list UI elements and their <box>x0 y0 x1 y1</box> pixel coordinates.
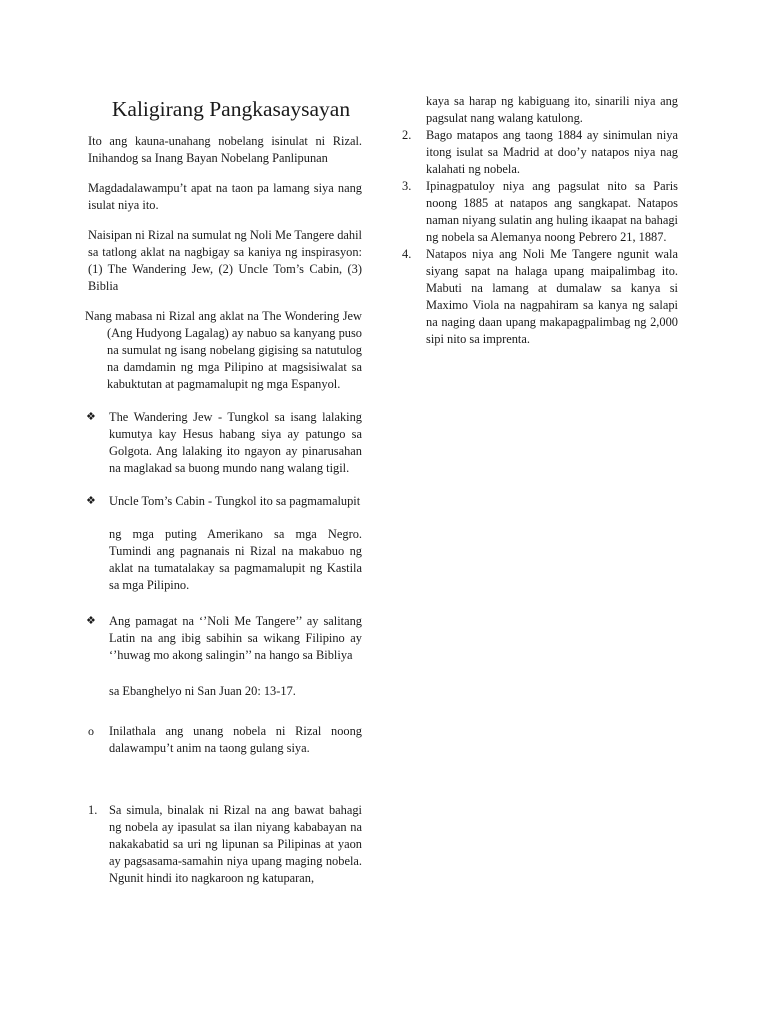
bullet-wandering-jew <box>88 409 362 477</box>
numbered-item-4 <box>400 246 678 348</box>
bullet-continuation: Tumindi ang pagnanais ni Rizal na makabuo ng aklat na tumatalakay sa pagmamalupit ng Kastila sa mga Pilipino. <box>109 544 362 592</box>
age-paragraph: Magdadalawampu’t apat na taon pa lamang siya nang isulat niya ito. <box>88 181 362 212</box>
right-column <box>402 93 678 348</box>
item-number: 3. <box>402 179 412 193</box>
item-text: Ipinagpatuloy niya ang pagsulat nito sa Paris noong 1885 at natapos ang sangkapat. Natapos naman niyang sulatin ang huling ikaapat na bahagi ng nobela sa Alemanya noong Pebrero 21, 1887. <box>426 179 678 244</box>
circle-item-text: Inilathala ang unang nobela ni Rizal noong dalawampu’t anim na taong gulang siya. <box>109 724 362 755</box>
item-number: 4. <box>402 247 412 261</box>
bullet-continuation: sa Ebanghelyo ni San Juan 20: 13-17. <box>109 684 296 698</box>
item-number: 1. <box>88 803 98 817</box>
reading-paragraph: Nang mabasa ni Rizal ang aklat na The Wondering Jew (Ang Hudyong Lagalag) ay nabuo sa kanyang puso na sumulat ng isang nobelang gigising sa natutulog na damdamin ng mga Pilipino at magsisiwalat sa kabuktutan at pagmamalupit ng mga Espanyol. <box>85 309 362 391</box>
bullet-continuation: ng mga puting Amerikano sa mga Negro. <box>109 527 362 541</box>
numbered-item-3 <box>400 178 678 246</box>
bullet-text: Uncle Tom’s Cabin - Tungkol ito sa pagmamalupit <box>109 494 361 508</box>
inspiration-paragraph: Naisipan ni Rizal na sumulat ng Noli Me Tangere dahil sa tatlong aklat na nagbigay sa kaniya ng inspirasyon: (1) The Wandering Jew, (2) Uncle Tom’s Cabin, (3) Biblia <box>88 228 362 293</box>
diamond-bullet-icon: ❖ <box>86 615 96 627</box>
bullet-text: Ang pamagat na ‘’Noli Me Tangere’’ ay salitang Latin na ang ibig sabihin sa wikang Filipino ay ‘’huwag mo akong salingin’’ na hango sa Bibliya <box>109 614 362 662</box>
bullet-uncle-toms-cabin <box>88 493 362 510</box>
bullet-title-meaning <box>88 613 362 664</box>
intro-paragraph: Ito ang kauna-unahang nobelang isinulat ni Rizal. Inihandog sa Inang Bayan Nobelang Panlipunan <box>88 134 362 165</box>
item-1-continuation: kaya sa harap ng kabiguang ito, sinarili niya ang pagsulat nang walang katulong. <box>426 94 678 125</box>
page-title: Kaligirang Pangkasaysayan <box>111 97 351 121</box>
circle-bullet-icon: o <box>88 724 94 738</box>
diamond-bullet-icon: ❖ <box>86 411 96 423</box>
diamond-bullet-icon: ❖ <box>86 495 96 507</box>
circle-list-item <box>88 723 362 757</box>
item-text: Natapos niya ang Noli Me Tangere ngunit wala siyang sapat na halaga upang maipalimbag ito. Mabuti na lamang at dumalaw sa kanya si Maximo Viola na nagpahiram sa kanya ng salapi na naging daan upang makapagpalimbag ng 2,000 sipi nito sa imprenta. <box>426 247 678 346</box>
numbered-item-1 <box>88 802 362 887</box>
numbered-item-2 <box>400 127 678 178</box>
bullet-text: The Wandering Jew - Tungkol sa isang lalaking kumutya kay Hesus habang siya ay patungo sa Golgota. Ang lalaking ito ngayon ay pinarusahan na maglakad sa buong mundo nang walang tigil. <box>109 410 362 475</box>
left-column <box>85 96 362 887</box>
item-text: Sa simula, binalak ni Rizal na ang bawat bahagi ng nobela ay ipasulat sa ilan niyang kababayan na nakakabatid sa uri ng lipunan sa Pilipinas at yaon ay pagsasama-samahin niya upang maging nobela. Ngunit hindi ito nagkaroon ng katuparan, <box>109 803 362 885</box>
item-number: 2. <box>402 128 412 142</box>
item-text: Bago matapos ang taong 1884 ay sinimulan niya itong isulat sa Madrid at doo’y natapos niya nag kalahati ng nobela. <box>426 128 678 176</box>
